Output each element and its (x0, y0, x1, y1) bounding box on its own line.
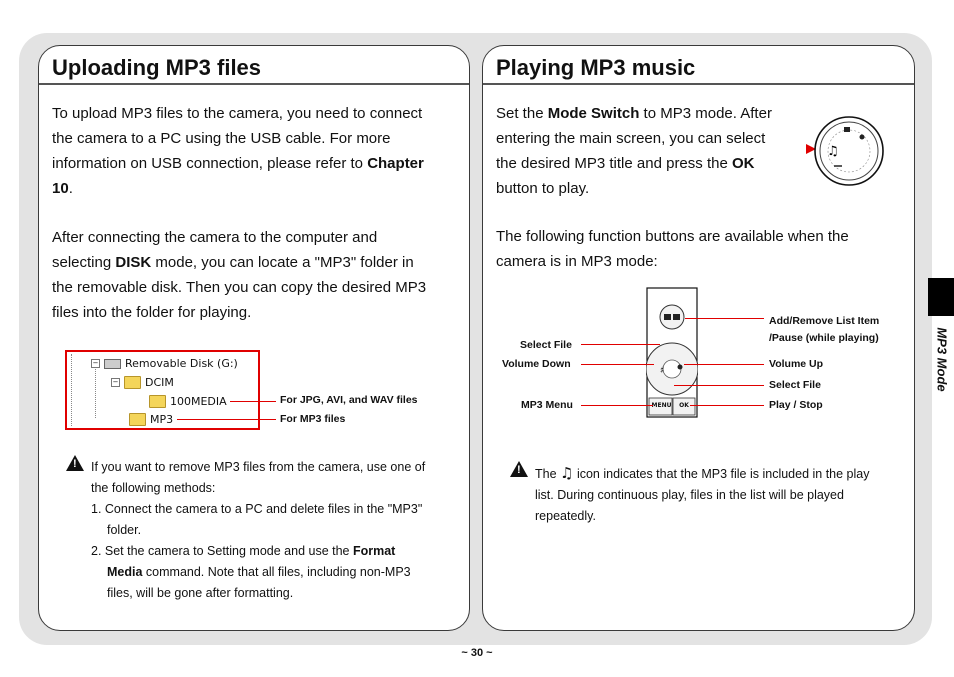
chapter-ref: Chapter (367, 155, 424, 172)
title-rule (39, 83, 469, 85)
note-line: The ♫ icon indicates that the MP3 file is included in the play (535, 464, 870, 482)
play-paragraph-1 (496, 101, 796, 201)
mp3-menu-label: MP3 Menu (521, 399, 573, 411)
remove-files-note (91, 457, 466, 604)
callout-mp3: For MP3 files (280, 413, 346, 425)
text-line: the desired MP3 title and press the OK (496, 155, 755, 172)
note-line: list. During continuous play, files in the list will be played (535, 488, 844, 502)
text-line: After connecting the camera to the computer and (52, 229, 378, 246)
text-line: Set the Mode Switch to MP3 mode. After (496, 105, 772, 122)
callout-line-add-remove (685, 318, 764, 319)
text-line: the camera to a PC using the USB cable. For more (52, 130, 391, 147)
music-note-icon: ♫ (560, 464, 574, 482)
play-paragraph-2 (496, 224, 906, 274)
note-line: files, will be gone after formatting. (107, 586, 294, 600)
text-line: To upload MP3 files to the camera, you need to connect (52, 105, 423, 122)
note-line: 1. Connect the camera to a PC and delete files in the "MP3" (91, 502, 423, 516)
note-line: repeatedly. (535, 509, 596, 523)
mode-dial-icon (804, 113, 886, 191)
text-line: entering the main screen, you can select (496, 130, 766, 147)
text-line: button to play. (496, 180, 590, 197)
collapse-icon: − (92, 359, 99, 367)
callout-line-play-stop (690, 405, 764, 406)
callout-line-volume-up (684, 364, 764, 365)
play-stop-label: Play / Stop (769, 399, 823, 411)
volume-down-label: Volume Down (502, 358, 571, 370)
upload-paragraph-1 (52, 101, 462, 201)
text-line: The following function buttons are available when the (496, 228, 849, 245)
tree-item-dcim[interactable] (111, 376, 174, 389)
select-file-right-label: Select File (769, 379, 821, 391)
playlist-note (535, 463, 910, 527)
note-line: the following methods: (91, 481, 216, 495)
callout-line-mp3-menu (581, 405, 653, 406)
ok-button[interactable]: OK (679, 402, 689, 409)
tree-label: Removable Disk (G:) (125, 357, 238, 370)
svg-text:♫: ♫ (827, 144, 839, 159)
page-number: ~ 30 ~ (461, 647, 493, 659)
callout-line-media (230, 401, 276, 402)
folder-icon (129, 413, 146, 426)
text-line: 10. (52, 180, 73, 197)
text-line: files into the folder for playing. (52, 304, 252, 321)
note-line: folder. (107, 523, 142, 537)
volume-up-label: Volume Up (769, 358, 824, 370)
callout-line-mp3 (177, 419, 276, 420)
warning-icon (66, 455, 84, 471)
text-line: selecting DISK mode, you can locate a "MP3" folder in (52, 254, 414, 271)
select-file-left-label: Select File (520, 339, 572, 351)
warning-icon (510, 461, 528, 477)
callout-line-select-file-right (674, 385, 764, 386)
tree-label: 100MEDIA (170, 395, 227, 408)
tree-label: DCIM (145, 376, 174, 389)
disk-mode: DISK (115, 254, 152, 271)
upload-paragraph-2 (52, 225, 462, 325)
title-rule (483, 83, 914, 85)
folder-icon (149, 395, 166, 408)
side-tab-marker (928, 278, 954, 316)
mode-switch-ref: Mode Switch (547, 105, 640, 122)
tree-item-removable-disk[interactable] (91, 357, 238, 370)
tree-item-mp3[interactable] (129, 413, 173, 426)
callout-line-select-file-left (581, 344, 660, 345)
text-line: the removable disk. Then you can copy the desired MP3 (52, 279, 427, 296)
list-button-icon (660, 305, 684, 329)
note-line: If you want to remove MP3 files from the camera, use one of (91, 460, 426, 474)
uploading-title: Uploading MP3 files (52, 55, 262, 80)
add-remove-label: Add/Remove List Item /Pause (while playing) (769, 315, 880, 344)
explorer-screenshot (65, 350, 260, 430)
callout-media: For JPG, AVI, and WAV files (280, 394, 418, 406)
menu-button[interactable]: MENU (651, 402, 672, 409)
side-tab (926, 322, 948, 402)
callout-line-volume-down (581, 364, 654, 365)
text-line: information on USB connection, please refer to Chapter (52, 155, 424, 172)
folder-icon (124, 376, 141, 389)
camera-controls-diagram (646, 287, 698, 418)
drive-icon (104, 359, 121, 369)
text-line: camera is in MP3 mode: (496, 253, 658, 270)
playing-title: Playing MP3 music (496, 55, 696, 80)
note-line: 2. Set the camera to Setting mode and use the Format (91, 544, 396, 558)
collapse-icon: − (112, 378, 119, 386)
note-line: Media command. Note that all files, including non-MP3 (107, 565, 411, 579)
side-tab-label: MP3 Mode (934, 327, 950, 392)
tree-label: MP3 (150, 413, 174, 426)
tree-item-100media[interactable] (149, 395, 227, 408)
svg-text:♯: ♯ (660, 366, 665, 376)
